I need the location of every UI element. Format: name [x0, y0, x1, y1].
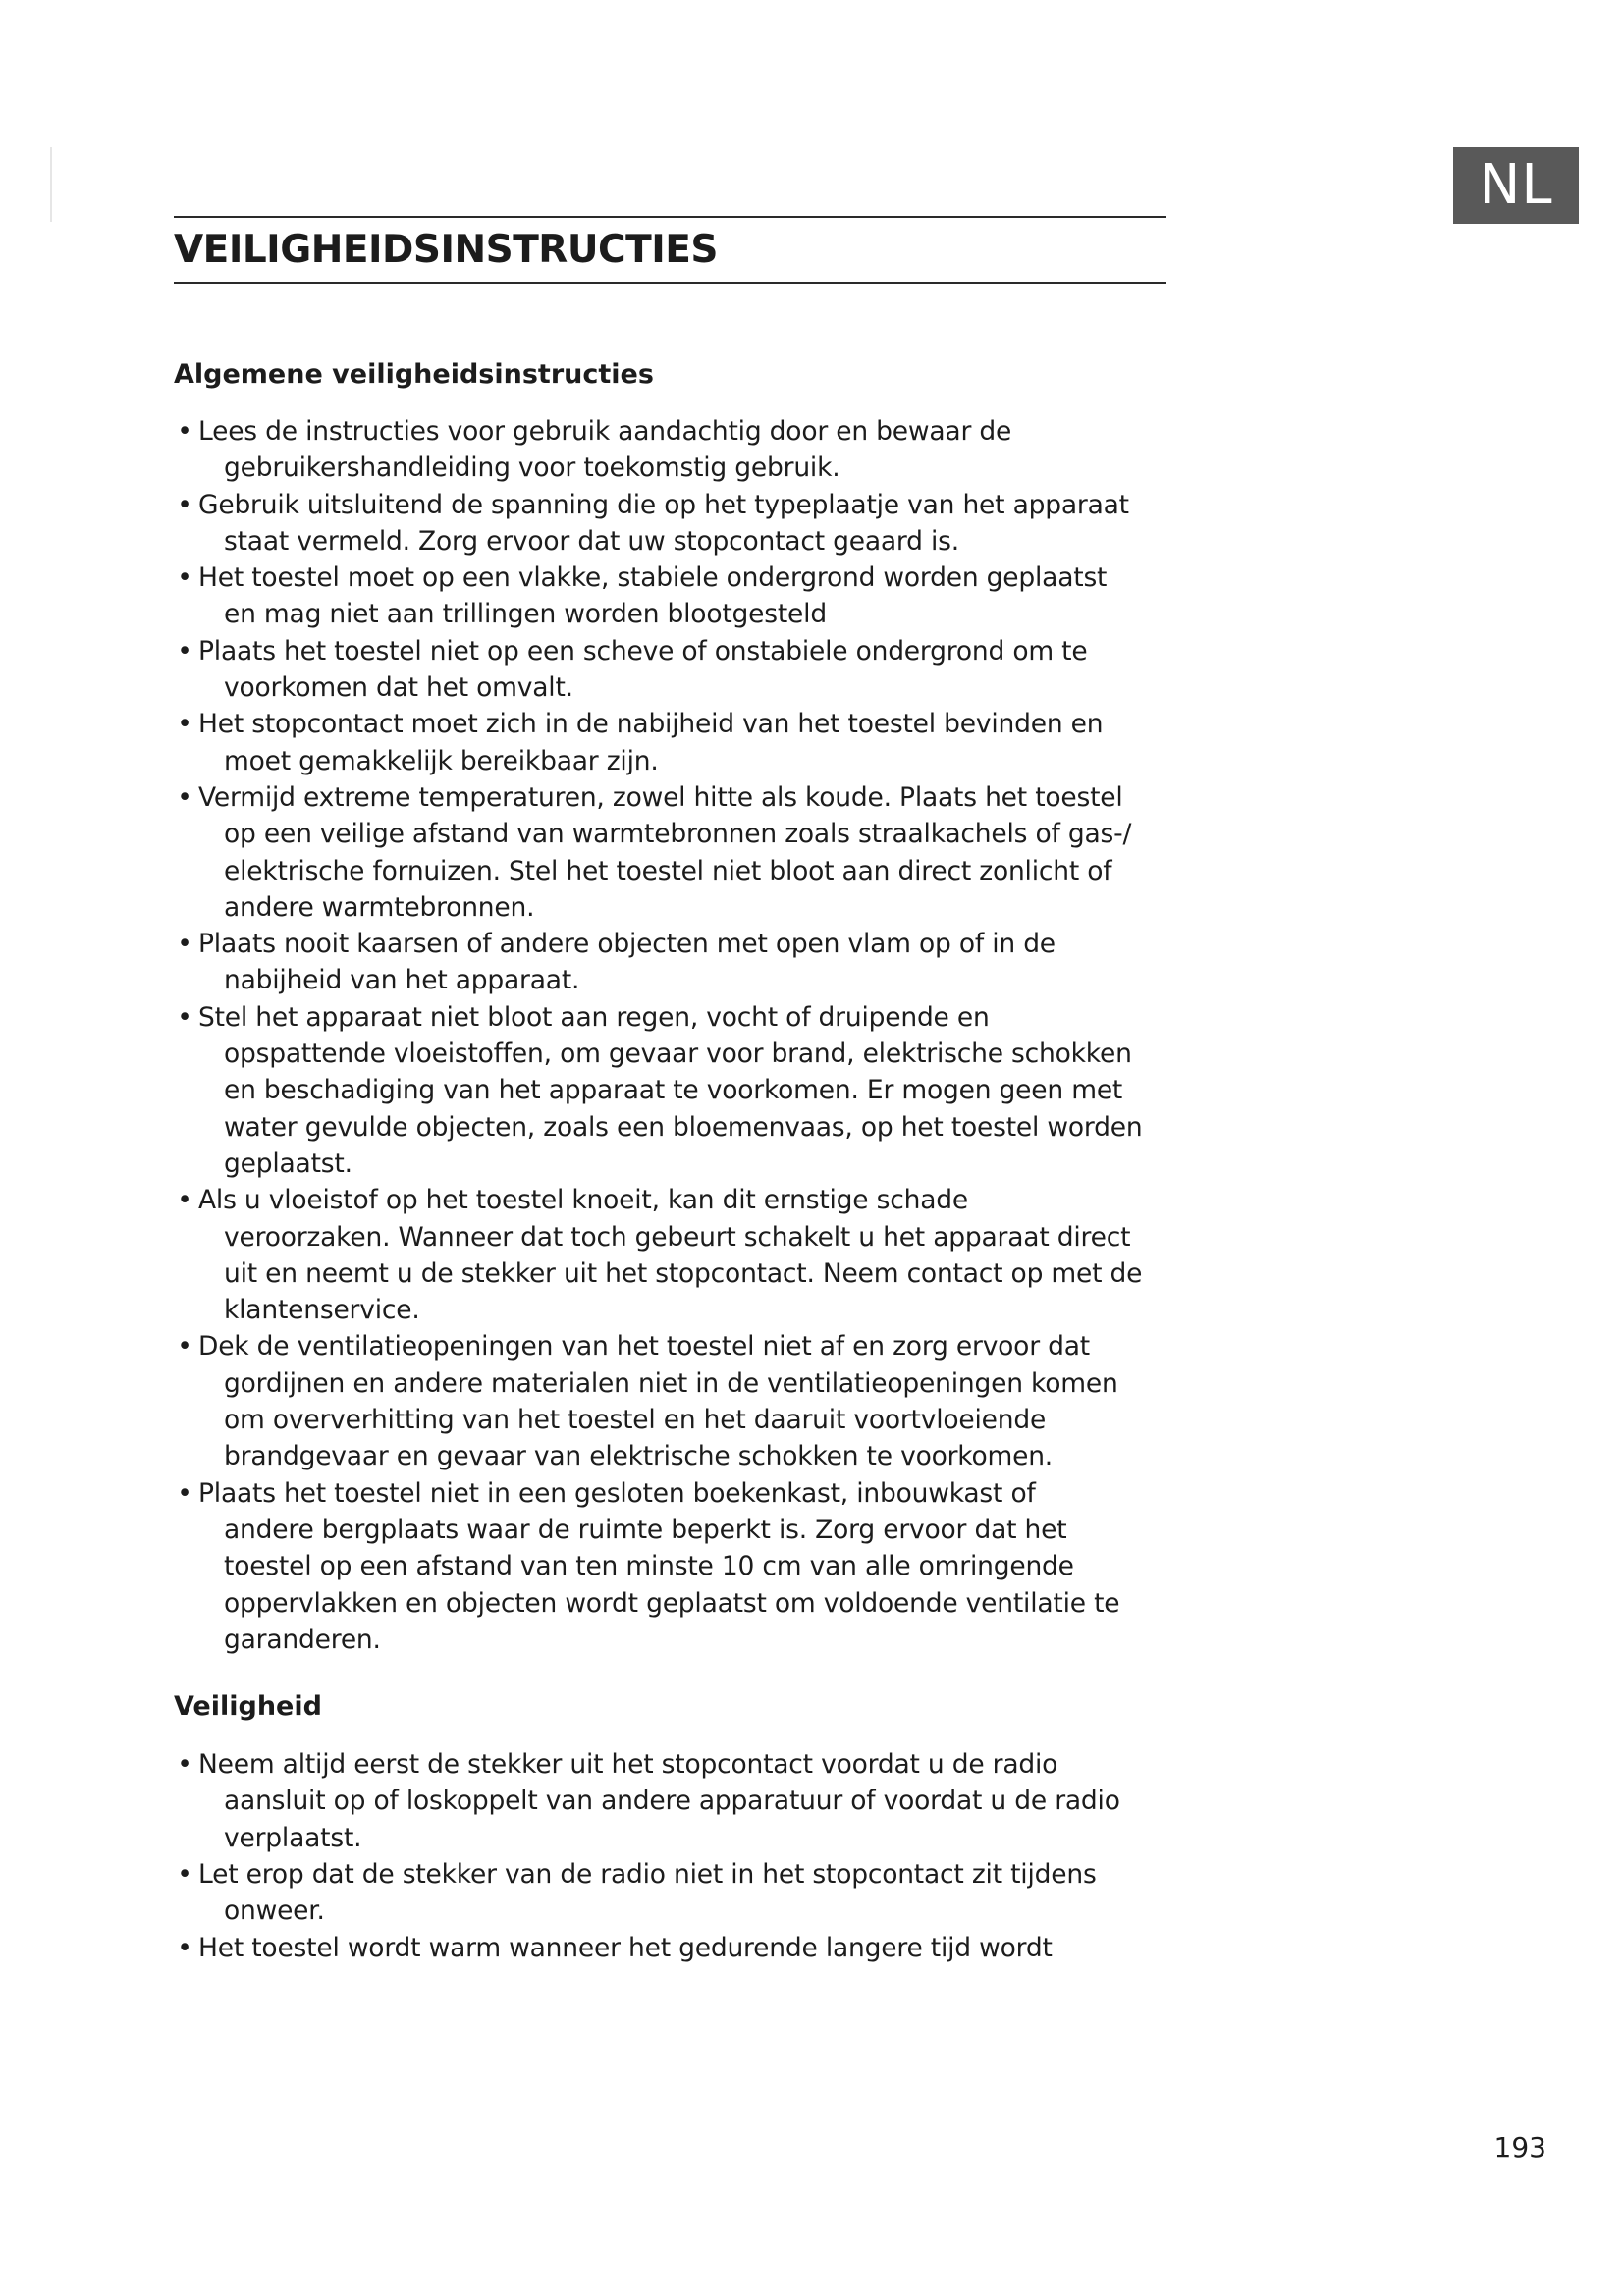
- bullet-list: [174, 413, 1175, 1658]
- bullet-icon: •: [177, 489, 192, 520]
- list-item: [174, 1856, 1175, 1930]
- list-item: [174, 560, 1175, 633]
- list-item-text: Dek de ventilatieopeningen van het toestel niet af en zorg ervoor dat gordijnen en andere materialen niet in de ventilatieopeningen komen om oververhitting van het toestel en het daaruit voortvloeiende brandgevaar en gevaar van elektrische schokken te voorkomen.: [198, 1331, 1118, 1472]
- list-item-text: Let erop dat de stekker van de radio niet in het stopcontact zit tijdens onweer.: [198, 1858, 1097, 1927]
- list-item-text: Gebruik uitsluitend de spanning die op het typeplaatje van het apparaat staat vermeld. Zorg ervoor dat uw stopcontact geaard is.: [198, 489, 1129, 557]
- list-item: [174, 706, 1175, 779]
- list-item-text: Neem altijd eerst de stekker uit het stopcontact voordat u de radio aansluit op of loskoppelt van andere apparatuur of voordat u de radio verplaatst.: [198, 1749, 1120, 1853]
- bullet-icon: •: [177, 1331, 192, 1362]
- list-item: [174, 999, 1175, 1182]
- list-item-text: Plaats het toestel niet in een gesloten boekenkast, inbouwkast of andere bergplaats waar de ruimte beperkt is. Zorg ervoor dat het toestel op een afstand van ten minste 10 cm van alle omringende oppervlakken en objecten wordt geplaatst om voldoende ventilatie te garanderen.: [198, 1477, 1120, 1655]
- bullet-icon: •: [177, 1185, 192, 1216]
- bullet-icon: •: [177, 562, 192, 594]
- list-item: [174, 1328, 1175, 1474]
- list-item-text: Het toestel moet op een vlakke, stabiele ondergrond worden geplaatst en mag niet aan trillingen worden blootgesteld: [198, 562, 1108, 630]
- list-item: [174, 633, 1175, 707]
- list-item: [174, 779, 1175, 926]
- list-item: [174, 1930, 1175, 1966]
- bullet-icon: •: [177, 1932, 192, 1963]
- list-item-text: Plaats nooit kaarsen of andere objecten met open vlam op of in de nabijheid van het apparaat.: [198, 929, 1056, 996]
- list-item-text: Het toestel wordt warm wanneer het gedurende langere tijd wordt: [198, 1932, 1053, 1963]
- bullet-list: [174, 1746, 1175, 1966]
- list-item-text: Het stopcontact moet zich in de nabijheid van het toestel bevinden en moet gemakkelijk bereikbaar zijn.: [198, 709, 1104, 776]
- section-safety: [174, 1687, 1175, 1966]
- list-item-text: Als u vloeistof op het toestel knoeit, kan dit ernstige schade veroorzaken. Wanneer dat toch gebeurt schakelt u het apparaat direct uit en neemt u de stekker uit het stopcontact. Neem contact op met de klantenservice.: [198, 1185, 1143, 1326]
- list-item: [174, 1475, 1175, 1658]
- margin-mark: [50, 147, 52, 222]
- bullet-icon: •: [177, 929, 192, 960]
- title-rule-top: [174, 216, 1166, 218]
- list-item-text: Stel het apparaat niet bloot aan regen, vocht of druipende en opspattende vloeistoffen, om gevaar voor brand, elektrische schokken en beschadiging van het apparaat te voorkomen. Er mogen geen met water gevulde objecten, zoals een bloemenvaas, op het toestel worden geplaatst.: [198, 1001, 1143, 1179]
- list-item-text: Vermijd extreme temperaturen, zowel hitte als koude. Plaats het toestel op een veilige afstand van warmtebronnen zoals straalkachels of gas-/ elektrische fornuizen. Stel het toestel niet bloot aan direct zonlicht of andere warmtebronnen.: [198, 781, 1132, 923]
- bullet-icon: •: [177, 781, 192, 813]
- list-item: [174, 413, 1175, 487]
- list-item: [174, 487, 1175, 561]
- list-item-text: Lees de instructies voor gebruik aandachtig door en bewaar de gebruikershandleiding voor toekomstig gebruik.: [198, 416, 1012, 484]
- page-title: VEILIGHEIDSINSTRUCTIES: [174, 228, 718, 272]
- page-number: 193: [1493, 2131, 1546, 2163]
- page-content: [174, 355, 1175, 1966]
- bullet-icon: •: [177, 1477, 192, 1509]
- list-item-text: Plaats het toestel niet op een scheve of onstabiele ondergrond om te voorkomen dat het omvalt.: [198, 635, 1088, 704]
- list-item: [174, 926, 1175, 999]
- language-tab: NL: [1453, 147, 1579, 224]
- bullet-icon: •: [177, 1001, 192, 1033]
- bullet-icon: •: [177, 709, 192, 740]
- bullet-icon: •: [177, 416, 192, 447]
- list-item: [174, 1182, 1175, 1328]
- section-heading: Veiligheid: [174, 1691, 322, 1723]
- bullet-icon: •: [177, 1858, 192, 1890]
- title-rule-bottom: [174, 282, 1166, 284]
- section-general-safety: [174, 355, 1175, 1658]
- list-item: [174, 1746, 1175, 1856]
- bullet-icon: •: [177, 635, 192, 667]
- section-heading: Algemene veiligheidsinstructies: [174, 359, 654, 390]
- bullet-icon: •: [177, 1749, 192, 1781]
